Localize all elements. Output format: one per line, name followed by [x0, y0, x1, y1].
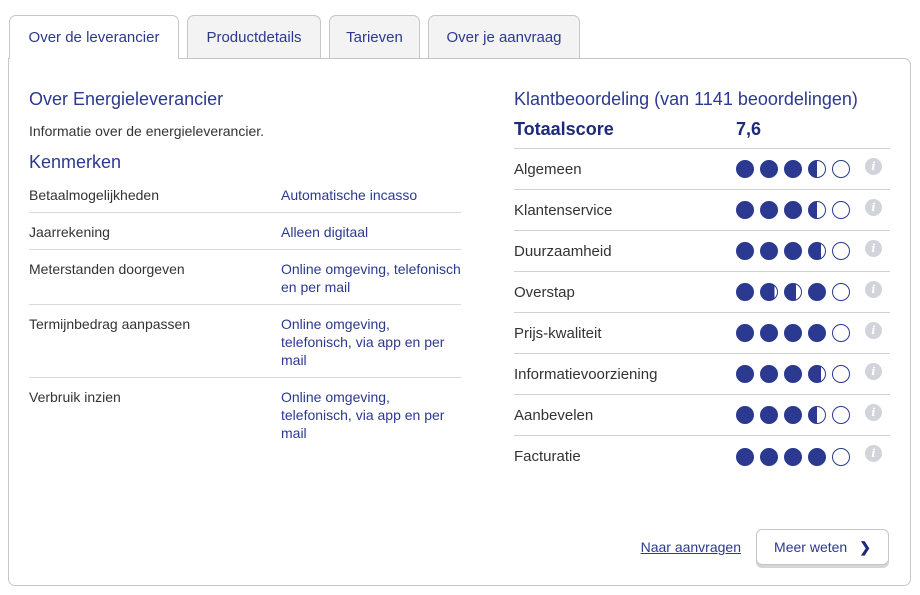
info-icon[interactable]: i — [865, 363, 882, 380]
info-icon[interactable]: i — [865, 322, 882, 339]
rating-label: Informatievoorziening — [514, 365, 658, 383]
supplier-intro: Informatie over de energieleverancier. — [29, 123, 265, 139]
rating-dot — [832, 283, 850, 301]
rating-row — [514, 436, 890, 477]
features-list — [29, 176, 461, 450]
customer-rating — [514, 89, 890, 477]
rating-dot — [832, 448, 850, 466]
rating-dot — [784, 160, 802, 178]
rating-dot — [832, 201, 850, 219]
rating-dot — [760, 448, 778, 466]
rating-dot — [760, 283, 778, 301]
rating-dot — [784, 448, 802, 466]
more-info-button-label: Meer weten — [774, 539, 848, 555]
rating-dot — [784, 242, 802, 260]
rating-dot — [736, 283, 754, 301]
rating-dot — [760, 160, 778, 178]
info-icon[interactable]: i — [865, 240, 882, 257]
rating-dot — [736, 201, 754, 219]
tab-tarieven[interactable]: Tarieven — [329, 15, 420, 58]
rating-dot — [808, 324, 826, 342]
feature-row — [29, 378, 461, 450]
rating-row — [514, 272, 890, 313]
rating-dot — [736, 242, 754, 260]
rating-row — [514, 231, 890, 272]
feature-value: Online omgeving, telefonisch, via app en per mail — [281, 389, 445, 441]
info-icon[interactable]: i — [865, 281, 882, 298]
rating-dot — [760, 406, 778, 424]
rating-dot — [784, 283, 802, 301]
info-icon[interactable]: i — [865, 445, 882, 462]
rating-dots — [736, 160, 863, 178]
rating-dot — [832, 324, 850, 342]
more-info-button[interactable] — [756, 529, 889, 565]
chevron-right-icon: ❯ — [859, 538, 871, 555]
rating-label: Aanbevelen — [514, 406, 594, 424]
info-icon[interactable]: i — [865, 199, 882, 216]
feature-value: Online omgeving, telefonisch en per mail — [281, 261, 461, 295]
rating-dot — [736, 365, 754, 383]
rating-dot — [760, 324, 778, 342]
rating-dots — [736, 406, 863, 424]
total-score-value: 7,6 — [736, 119, 762, 139]
rating-dot — [736, 160, 754, 178]
rating-row — [514, 313, 890, 354]
rating-row — [514, 149, 890, 190]
rating-label: Prijs-kwaliteit — [514, 324, 602, 342]
tab-productdetails[interactable]: Productdetails — [187, 15, 321, 58]
rating-dot — [832, 160, 850, 178]
feature-value: Online omgeving, telefonisch, via app en per mail — [281, 316, 445, 368]
rating-title: Klantbeoordeling (van 1141 beoordelingen) — [514, 89, 858, 109]
tab-over-de-leverancier[interactable]: Over de leverancier — [9, 15, 179, 59]
rating-dot — [760, 201, 778, 219]
rating-dot — [784, 365, 802, 383]
feature-key: Verbruik inzien — [29, 389, 121, 405]
rating-criteria-list — [514, 149, 890, 477]
rating-row — [514, 395, 890, 436]
rating-dot — [808, 283, 826, 301]
rating-dot — [784, 201, 802, 219]
feature-value: Automatische incasso — [281, 187, 418, 203]
total-score-row — [514, 119, 890, 149]
info-icon[interactable]: i — [865, 404, 882, 421]
rating-label: Overstap — [514, 283, 575, 301]
rating-label: Algemeen — [514, 160, 582, 178]
supplier-title: Over Energieleverancier — [29, 89, 224, 109]
rating-dot — [832, 365, 850, 383]
panel-actions — [641, 529, 889, 565]
rating-dot — [784, 324, 802, 342]
rating-dot — [808, 201, 826, 219]
rating-dot — [808, 365, 826, 383]
rating-label: Duurzaamheid — [514, 242, 612, 260]
rating-label: Klantenservice — [514, 201, 613, 219]
rating-row — [514, 354, 890, 395]
rating-dot — [808, 448, 826, 466]
rating-dot — [808, 242, 826, 260]
rating-dots — [736, 283, 863, 301]
feature-key: Betaalmogelijkheden — [29, 187, 159, 203]
feature-row — [29, 213, 461, 250]
info-icon[interactable]: i — [865, 158, 882, 175]
feature-key: Meterstanden doorgeven — [29, 261, 185, 277]
rating-dots — [736, 201, 863, 219]
feature-key: Jaarrekening — [29, 224, 110, 240]
rating-dot — [736, 406, 754, 424]
tab-over-je-aanvraag[interactable]: Over je aanvraag — [428, 15, 580, 58]
rating-dot — [736, 448, 754, 466]
rating-dot — [760, 242, 778, 260]
feature-row — [29, 305, 461, 378]
rating-dot — [784, 406, 802, 424]
rating-dots — [736, 448, 863, 466]
rating-dot — [808, 406, 826, 424]
supplier-info — [29, 89, 461, 450]
rating-dot — [736, 324, 754, 342]
rating-dot — [832, 242, 850, 260]
features-title: Kenmerken — [29, 152, 122, 172]
tab-panel — [8, 58, 911, 586]
rating-dots — [736, 242, 863, 260]
total-score-label: Totaalscore — [514, 119, 614, 139]
rating-row — [514, 190, 890, 231]
feature-value: Alleen digitaal — [281, 224, 369, 240]
rating-dot — [760, 365, 778, 383]
rating-dot — [832, 406, 850, 424]
rating-dots — [736, 365, 863, 383]
feature-key: Termijnbedrag aanpassen — [29, 316, 191, 332]
feature-row — [29, 176, 461, 213]
rating-dots — [736, 324, 863, 342]
rating-dot — [808, 160, 826, 178]
feature-row — [29, 250, 461, 305]
tab-bar — [9, 15, 588, 59]
apply-link[interactable]: Naar aanvragen — [640, 539, 741, 555]
rating-label: Facturatie — [514, 448, 581, 465]
